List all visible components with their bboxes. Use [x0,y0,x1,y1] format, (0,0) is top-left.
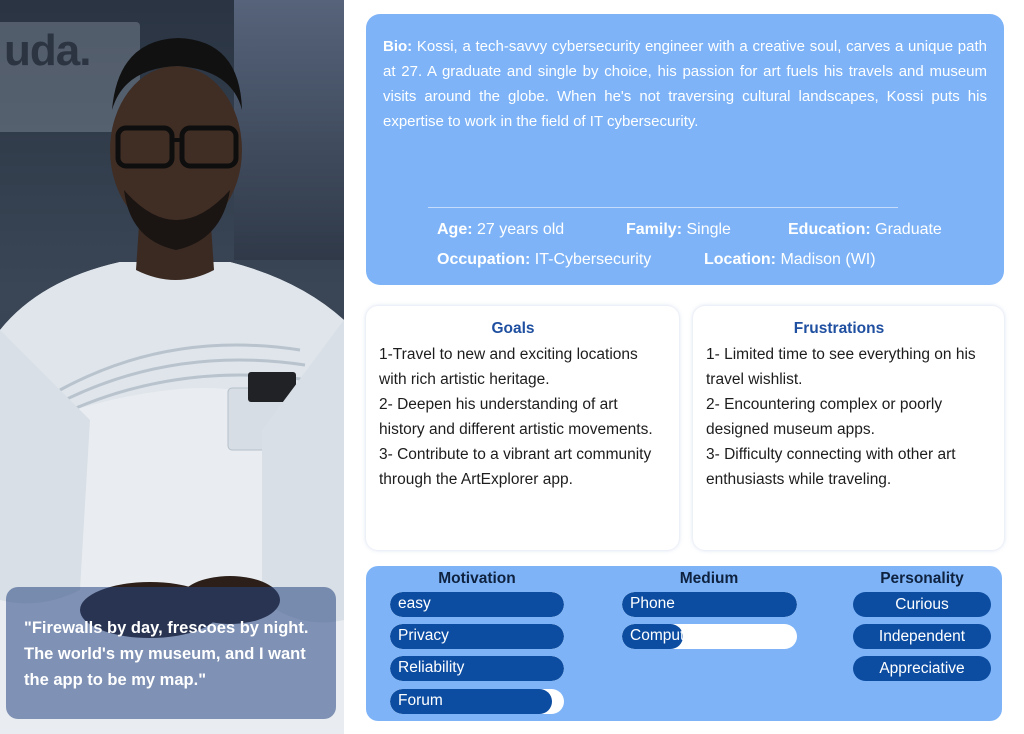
frustration-item: 3- Difficulty connecting with other art enthusiasts while traveling. [706,446,956,488]
family-value: Single [682,221,731,238]
frustration-item: 2- Encountering complex or poorly designed museum apps. [706,396,943,438]
motivation-bar-forum [390,689,564,714]
motivation-bar-privacy [390,624,564,649]
motivation-bar-easy [390,592,564,617]
bio-body: Kossi, a tech-savvy cybersecurity engineer with a creative soul, carves a unique path at 27. A graduate and single by choice, his passion for art fuels his travels and museum visits around the globe. When he's not traversing cultural landscapes, Kossi puts his expertise to work in the field of IT cybersecurity. [383,38,987,130]
motivation-bar-label: Reliability [398,659,465,676]
bio-divider [428,207,898,208]
age-value: 27 years old [472,221,565,238]
fact-education [788,221,942,239]
traits-card [366,566,1002,721]
bio-text [383,34,987,134]
personality-badge: Appreciative [853,656,991,681]
background-sign-text: uda. [4,26,91,75]
goals-panel [366,306,679,550]
goal-item: 1-Travel to new and exciting locations with rich artistic heritage. [379,346,638,388]
personality-badge: Curious [853,592,991,617]
persona-photo [0,0,344,734]
goal-item: 2- Deepen his understanding of art history and different artistic movements. [379,396,653,438]
fact-occupation [437,251,651,269]
medium-bar-computer [622,624,797,649]
occupation-label: Occupation: [437,251,531,268]
education-label: Education: [788,221,871,238]
motivation-bar-label: Forum [398,692,443,709]
fact-location [704,251,876,269]
motivation-bar-label: easy [398,595,431,612]
fact-age [437,221,564,239]
medium-bar-label: Phone [630,595,675,612]
frustration-item: 1- Limited time to see everything on his travel wishlist. [706,346,976,388]
frustrations-title: Frustrations [793,320,885,337]
occupation-value: IT-Cybersecurity [530,251,652,268]
personality-title: Personality [880,570,964,587]
education-value: Graduate [870,221,942,238]
bio-label: Bio: [383,38,413,55]
medium-bar-phone [622,592,797,617]
persona-quote-box [6,587,336,719]
location-label: Location: [704,251,776,268]
persona-quote: "Firewalls by day, frescoes by night. The world's my museum, and I want the app to be my map." [24,619,309,689]
motivation-title: Motivation [438,570,516,587]
fact-family [626,221,731,239]
goal-item: 3- Contribute to a vibrant art community through the ArtExplorer app. [379,446,652,488]
bio-card [366,14,1004,285]
medium-bar-label: Computer [630,627,699,644]
personality-badge: Independent [853,624,991,649]
family-label: Family: [626,221,683,238]
goals-title: Goals [491,320,535,337]
medium-title: Medium [679,570,739,587]
location-value: Madison (WI) [776,251,876,268]
age-label: Age: [437,221,473,238]
motivation-bar-label: Privacy [398,627,449,644]
frustrations-panel [693,306,1004,550]
motivation-bar-reliability [390,656,564,681]
